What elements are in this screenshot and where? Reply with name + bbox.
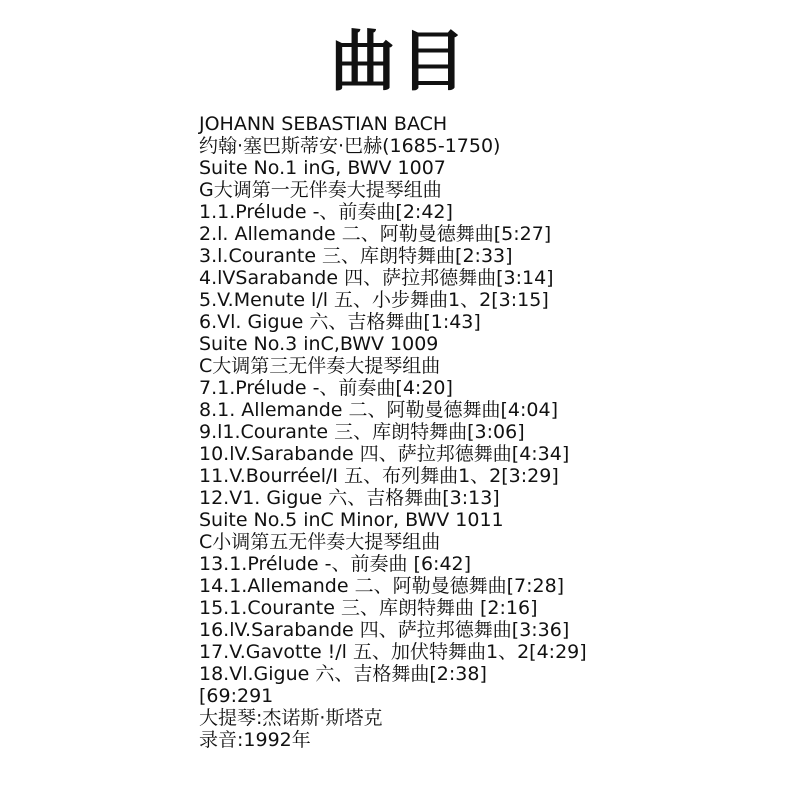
track-item: 10.lV.Sarabande 四、萨拉邦德舞曲[4:34] <box>199 443 570 465</box>
suite-heading: Suite No.3 inC,BWV 1009 <box>199 333 439 355</box>
page-title: 曲目 <box>330 23 470 100</box>
track-item: 4.lVSarabande 四、萨拉邦德舞曲[3:14] <box>199 267 554 289</box>
track-item: 11.V.Bourréel/I 五、布列舞曲1、2[3:29] <box>199 465 559 487</box>
composer-name-chinese: 约翰·塞巴斯蒂安·巴赫(1685-1750) <box>199 135 501 157</box>
track-item: 3.l.Courante 三、库朗特舞曲[2:33] <box>199 245 513 267</box>
track-item: 8.1. Allemande 二、阿勒曼德舞曲[4:04] <box>199 399 559 421</box>
track-item: 15.1.Courante 三、库朗特舞曲 [2:16] <box>199 597 538 619</box>
track-item: 13.1.Prélude -、前奏曲 [6:42] <box>199 553 472 575</box>
track-item: 16.lV.Sarabande 四、萨拉邦德舞曲[3:36] <box>199 619 570 641</box>
track-item: 12.V1. Gigue 六、吉格舞曲[3:13] <box>199 487 500 509</box>
suite-heading-chinese: G大调第一无伴奏大提琴组曲 <box>199 179 442 201</box>
track-item: 1.1.Prélude -、前奏曲[2:42] <box>199 201 453 223</box>
track-item: 17.V.Gavotte !/l 五、加伏特舞曲1、2[4:29] <box>199 641 587 663</box>
track-item: 6.Vl. Gigue 六、吉格舞曲[1:43] <box>199 311 481 333</box>
track-item: 18.Vl.Gigue 六、吉格舞曲[2:38] <box>199 663 487 685</box>
track-item: 5.V.Menute l/l 五、小步舞曲1、2[3:15] <box>199 289 549 311</box>
recording-year: 录音:1992年 <box>199 729 311 751</box>
composer-name: JOHANN SEBASTIAN BACH <box>199 113 448 135</box>
suite-heading: Suite No.1 inG, BWV 1007 <box>199 157 446 179</box>
total-duration: [69:291 <box>199 685 274 707</box>
suite-heading-chinese: C小调第五无伴奏大提琴组曲 <box>199 531 441 553</box>
track-item: 2.l. Allemande 二、阿勒曼德舞曲[5:27] <box>199 223 552 245</box>
suite-heading-chinese: C大调第三无伴奏大提琴组曲 <box>199 355 441 377</box>
track-item: 9.l1.Courante 三、库朗特舞曲[3:06] <box>199 421 525 443</box>
suite-heading: Suite No.5 inC Minor, BWV 1011 <box>199 509 504 531</box>
performer-credit: 大提琴:杰诺斯·斯塔克 <box>199 707 383 729</box>
track-list <box>199 113 789 751</box>
track-item: 14.1.Allemande 二、阿勒曼德舞曲[7:28] <box>199 575 565 597</box>
track-item: 7.1.Prélude -、前奏曲[4:20] <box>199 377 453 399</box>
